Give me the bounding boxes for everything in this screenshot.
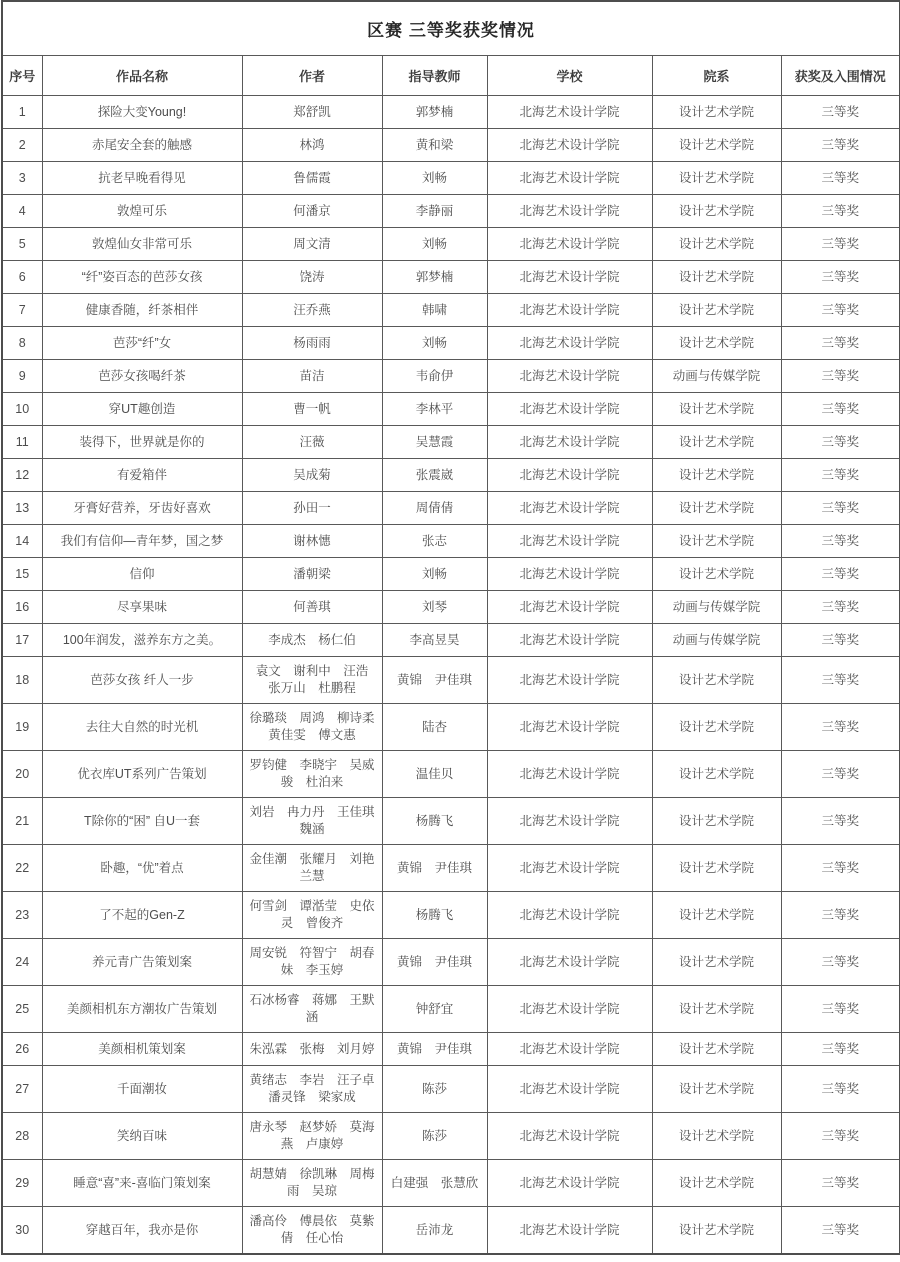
cell-work-title: 探险大变Young! <box>42 96 242 129</box>
column-header: 作品名称 <box>42 56 242 96</box>
table-row <box>2 591 900 624</box>
cell-department: 设计艺术学院 <box>652 294 781 327</box>
cell-serial: 4 <box>2 195 42 228</box>
cell-work-title: 穿越百年，我亦是你 <box>42 1207 242 1255</box>
cell-award: 三等奖 <box>781 892 900 939</box>
cell-teachers: 李静丽 <box>382 195 487 228</box>
cell-teachers: 韦俞伊 <box>382 360 487 393</box>
cell-serial: 22 <box>2 845 42 892</box>
cell-authors: 饶涛 <box>242 261 382 294</box>
cell-school: 北海艺术设计学院 <box>487 162 652 195</box>
cell-award: 三等奖 <box>781 704 900 751</box>
column-header: 序号 <box>2 56 42 96</box>
cell-work-title: 卧趣，“优”着点 <box>42 845 242 892</box>
cell-department: 设计艺术学院 <box>652 1160 781 1207</box>
cell-serial: 23 <box>2 892 42 939</box>
column-header: 院系 <box>652 56 781 96</box>
table-row <box>2 704 900 751</box>
cell-school: 北海艺术设计学院 <box>487 96 652 129</box>
table-row <box>2 845 900 892</box>
cell-work-title: 笑纳百味 <box>42 1113 242 1160</box>
cell-school: 北海艺术设计学院 <box>487 294 652 327</box>
cell-department: 设计艺术学院 <box>652 704 781 751</box>
cell-school: 北海艺术设计学院 <box>487 261 652 294</box>
cell-school: 北海艺术设计学院 <box>487 558 652 591</box>
cell-authors: 何潘京 <box>242 195 382 228</box>
cell-authors: 罗钧健 李晓宇 吴威骏 杜泊来 <box>242 751 382 798</box>
cell-serial: 2 <box>2 129 42 162</box>
cell-teachers: 黄和梁 <box>382 129 487 162</box>
cell-work-title: 有爱箱伴 <box>42 459 242 492</box>
cell-teachers: 李高昱昊 <box>382 624 487 657</box>
cell-department: 设计艺术学院 <box>652 426 781 459</box>
cell-authors: 孙田一 <box>242 492 382 525</box>
cell-department: 设计艺术学院 <box>652 939 781 986</box>
cell-authors: 朱泓霖 张梅 刘月婷 <box>242 1033 382 1066</box>
cell-department: 设计艺术学院 <box>652 892 781 939</box>
cell-teachers: 李林平 <box>382 393 487 426</box>
table-row <box>2 657 900 704</box>
cell-school: 北海艺术设计学院 <box>487 657 652 704</box>
cell-school: 北海艺术设计学院 <box>487 195 652 228</box>
cell-authors: 胡慧婧 徐凯琳 周梅雨 吴琼 <box>242 1160 382 1207</box>
cell-award: 三等奖 <box>781 393 900 426</box>
cell-authors: 周安锐 符智宁 胡春妹 李玉婷 <box>242 939 382 986</box>
cell-authors: 汪乔燕 <box>242 294 382 327</box>
cell-work-title: 优衣库UT系列广告策划 <box>42 751 242 798</box>
cell-work-title: 睡意“喜”来-喜临门策划案 <box>42 1160 242 1207</box>
column-header: 学校 <box>487 56 652 96</box>
cell-department: 设计艺术学院 <box>652 798 781 845</box>
cell-award: 三等奖 <box>781 195 900 228</box>
cell-serial: 15 <box>2 558 42 591</box>
cell-award: 三等奖 <box>781 558 900 591</box>
cell-school: 北海艺术设计学院 <box>487 525 652 558</box>
table-row <box>2 1207 900 1255</box>
cell-serial: 8 <box>2 327 42 360</box>
cell-work-title: 100年润发，滋养东方之美。 <box>42 624 242 657</box>
cell-department: 设计艺术学院 <box>652 459 781 492</box>
cell-authors: 林鸿 <box>242 129 382 162</box>
cell-work-title: 芭莎“纤”女 <box>42 327 242 360</box>
cell-authors: 金佳潮 张耀月 刘艳 兰慧 <box>242 845 382 892</box>
cell-serial: 25 <box>2 986 42 1033</box>
cell-serial: 20 <box>2 751 42 798</box>
cell-department: 设计艺术学院 <box>652 1113 781 1160</box>
cell-teachers: 白建强 张慧欣 <box>382 1160 487 1207</box>
cell-award: 三等奖 <box>781 1113 900 1160</box>
cell-department: 设计艺术学院 <box>652 393 781 426</box>
cell-serial: 26 <box>2 1033 42 1066</box>
cell-serial: 10 <box>2 393 42 426</box>
cell-teachers: 张志 <box>382 525 487 558</box>
cell-school: 北海艺术设计学院 <box>487 327 652 360</box>
cell-work-title: T除你的“困” 自U一套 <box>42 798 242 845</box>
cell-teachers: 温佳贝 <box>382 751 487 798</box>
table-row <box>2 195 900 228</box>
awards-table <box>1 0 900 1255</box>
cell-award: 三等奖 <box>781 525 900 558</box>
table-row <box>2 525 900 558</box>
cell-award: 三等奖 <box>781 1033 900 1066</box>
cell-authors: 石冰杨睿 蒋娜 王默涵 <box>242 986 382 1033</box>
cell-work-title: 芭莎女孩喝纤茶 <box>42 360 242 393</box>
cell-teachers: 陈莎 <box>382 1113 487 1160</box>
cell-department: 设计艺术学院 <box>652 162 781 195</box>
cell-authors: 唐永琴 赵梦娇 莫海燕 卢康婷 <box>242 1113 382 1160</box>
cell-award: 三等奖 <box>781 657 900 704</box>
cell-work-title: 敦煌可乐 <box>42 195 242 228</box>
cell-department: 设计艺术学院 <box>652 195 781 228</box>
cell-department: 设计艺术学院 <box>652 261 781 294</box>
cell-department: 设计艺术学院 <box>652 492 781 525</box>
cell-department: 设计艺术学院 <box>652 751 781 798</box>
cell-school: 北海艺术设计学院 <box>487 492 652 525</box>
cell-work-title: 赤尾安全套的触感 <box>42 129 242 162</box>
table-row <box>2 492 900 525</box>
cell-authors: 杨雨雨 <box>242 327 382 360</box>
cell-department: 动画与传媒学院 <box>652 624 781 657</box>
cell-work-title: 我们有信仰—青年梦，国之梦 <box>42 525 242 558</box>
cell-award: 三等奖 <box>781 459 900 492</box>
cell-award: 三等奖 <box>781 798 900 845</box>
cell-serial: 21 <box>2 798 42 845</box>
table-row <box>2 624 900 657</box>
cell-authors: 郑舒凯 <box>242 96 382 129</box>
cell-award: 三等奖 <box>781 591 900 624</box>
cell-authors: 谢林憓 <box>242 525 382 558</box>
cell-authors: 潘高伶 傅晨依 莫紫倩 任心怡 <box>242 1207 382 1255</box>
cell-work-title: 信仰 <box>42 558 242 591</box>
cell-work-title: 穿UT趣创造 <box>42 393 242 426</box>
cell-work-title: 芭莎女孩 纤人一步 <box>42 657 242 704</box>
cell-serial: 9 <box>2 360 42 393</box>
table-row <box>2 360 900 393</box>
cell-award: 三等奖 <box>781 426 900 459</box>
cell-award: 三等奖 <box>781 228 900 261</box>
table-row <box>2 327 900 360</box>
cell-serial: 12 <box>2 459 42 492</box>
cell-teachers: 陆杏 <box>382 704 487 751</box>
cell-work-title: 牙膏好营养，牙齿好喜欢 <box>42 492 242 525</box>
cell-teachers: 刘畅 <box>382 327 487 360</box>
header-row <box>2 56 900 96</box>
cell-teachers: 陈莎 <box>382 1066 487 1113</box>
cell-authors: 曹一帆 <box>242 393 382 426</box>
cell-authors: 黄绪志 李岩 汪子卓 潘灵锋 梁家成 <box>242 1066 382 1113</box>
table-row <box>2 426 900 459</box>
table-row <box>2 1033 900 1066</box>
cell-department: 设计艺术学院 <box>652 327 781 360</box>
table-row <box>2 228 900 261</box>
cell-teachers: 韩啸 <box>382 294 487 327</box>
cell-school: 北海艺术设计学院 <box>487 459 652 492</box>
cell-school: 北海艺术设计学院 <box>487 360 652 393</box>
cell-department: 设计艺术学院 <box>652 1033 781 1066</box>
cell-award: 三等奖 <box>781 360 900 393</box>
cell-authors: 潘朝梁 <box>242 558 382 591</box>
cell-work-title: 健康香随，纤茶相伴 <box>42 294 242 327</box>
table-row <box>2 294 900 327</box>
cell-award: 三等奖 <box>781 261 900 294</box>
cell-serial: 30 <box>2 1207 42 1255</box>
cell-serial: 11 <box>2 426 42 459</box>
cell-school: 北海艺术设计学院 <box>487 1207 652 1255</box>
cell-school: 北海艺术设计学院 <box>487 798 652 845</box>
cell-work-title: “纤”姿百态的芭莎女孩 <box>42 261 242 294</box>
column-header: 获奖及入围情况 <box>781 56 900 96</box>
cell-serial: 28 <box>2 1113 42 1160</box>
cell-teachers: 刘畅 <box>382 162 487 195</box>
cell-work-title: 养元青广告策划案 <box>42 939 242 986</box>
cell-teachers: 黄锦 尹佳琪 <box>382 657 487 704</box>
cell-school: 北海艺术设计学院 <box>487 591 652 624</box>
cell-teachers: 黄锦 尹佳琪 <box>382 845 487 892</box>
page-title: 区赛 三等奖获奖情况 <box>2 1 900 56</box>
cell-school: 北海艺术设计学院 <box>487 393 652 426</box>
cell-school: 北海艺术设计学院 <box>487 704 652 751</box>
cell-work-title: 美颜相机东方潮妆广告策划 <box>42 986 242 1033</box>
cell-department: 动画与传媒学院 <box>652 591 781 624</box>
cell-teachers: 岳沛龙 <box>382 1207 487 1255</box>
cell-work-title: 千面潮妆 <box>42 1066 242 1113</box>
table-row <box>2 459 900 492</box>
cell-school: 北海艺术设计学院 <box>487 1113 652 1160</box>
cell-work-title: 美颜相机策划案 <box>42 1033 242 1066</box>
cell-department: 动画与传媒学院 <box>652 360 781 393</box>
column-header: 作者 <box>242 56 382 96</box>
table-row <box>2 393 900 426</box>
cell-teachers: 黄锦 尹佳琪 <box>382 939 487 986</box>
cell-work-title: 了不起的Gen-Z <box>42 892 242 939</box>
cell-award: 三等奖 <box>781 162 900 195</box>
cell-school: 北海艺术设计学院 <box>487 426 652 459</box>
cell-teachers: 郭梦楠 <box>382 261 487 294</box>
cell-award: 三等奖 <box>781 939 900 986</box>
cell-work-title: 装得下，世界就是你的 <box>42 426 242 459</box>
cell-serial: 14 <box>2 525 42 558</box>
cell-department: 设计艺术学院 <box>652 129 781 162</box>
cell-school: 北海艺术设计学院 <box>487 129 652 162</box>
cell-school: 北海艺术设计学院 <box>487 228 652 261</box>
cell-work-title: 抗老早晚看得见 <box>42 162 242 195</box>
cell-work-title: 敦煌仙女非常可乐 <box>42 228 242 261</box>
cell-authors: 徐璐琰 周鸿 柳诗柔 黄佳雯 傅文惠 <box>242 704 382 751</box>
table-row <box>2 1066 900 1113</box>
cell-serial: 27 <box>2 1066 42 1113</box>
cell-serial: 18 <box>2 657 42 704</box>
cell-award: 三等奖 <box>781 751 900 798</box>
cell-serial: 7 <box>2 294 42 327</box>
table-row <box>2 986 900 1033</box>
cell-authors: 何雪剑 谭湉莹 史依灵 曾俊齐 <box>242 892 382 939</box>
cell-department: 设计艺术学院 <box>652 1207 781 1255</box>
cell-teachers: 刘琴 <box>382 591 487 624</box>
table-row <box>2 558 900 591</box>
table-row <box>2 751 900 798</box>
cell-teachers: 张震崴 <box>382 459 487 492</box>
cell-serial: 17 <box>2 624 42 657</box>
cell-teachers: 杨腾飞 <box>382 798 487 845</box>
cell-school: 北海艺术设计学院 <box>487 845 652 892</box>
cell-serial: 24 <box>2 939 42 986</box>
cell-school: 北海艺术设计学院 <box>487 751 652 798</box>
table-row <box>2 162 900 195</box>
cell-department: 设计艺术学院 <box>652 558 781 591</box>
table-row <box>2 261 900 294</box>
cell-school: 北海艺术设计学院 <box>487 1160 652 1207</box>
cell-department: 设计艺术学院 <box>652 657 781 704</box>
cell-serial: 3 <box>2 162 42 195</box>
cell-authors: 李成杰 杨仁伯 <box>242 624 382 657</box>
table-row <box>2 892 900 939</box>
cell-award: 三等奖 <box>781 1207 900 1255</box>
table-row <box>2 96 900 129</box>
cell-teachers: 周倩倩 <box>382 492 487 525</box>
cell-school: 北海艺术设计学院 <box>487 986 652 1033</box>
cell-work-title: 去往大自然的时光机 <box>42 704 242 751</box>
cell-authors: 何善琪 <box>242 591 382 624</box>
cell-school: 北海艺术设计学院 <box>487 1033 652 1066</box>
cell-authors: 袁文 谢利中 汪浩 张万山 杜鹏程 <box>242 657 382 704</box>
cell-award: 三等奖 <box>781 129 900 162</box>
cell-serial: 13 <box>2 492 42 525</box>
cell-serial: 5 <box>2 228 42 261</box>
cell-serial: 29 <box>2 1160 42 1207</box>
cell-school: 北海艺术设计学院 <box>487 624 652 657</box>
cell-department: 设计艺术学院 <box>652 986 781 1033</box>
table-row <box>2 1113 900 1160</box>
cell-authors: 汪薇 <box>242 426 382 459</box>
cell-award: 三等奖 <box>781 845 900 892</box>
cell-award: 三等奖 <box>781 96 900 129</box>
cell-authors: 周文清 <box>242 228 382 261</box>
cell-authors: 苗洁 <box>242 360 382 393</box>
cell-award: 三等奖 <box>781 986 900 1033</box>
table-row <box>2 939 900 986</box>
cell-department: 设计艺术学院 <box>652 525 781 558</box>
cell-department: 设计艺术学院 <box>652 96 781 129</box>
table-body <box>2 96 900 1255</box>
title-row <box>2 1 900 56</box>
cell-teachers: 刘畅 <box>382 558 487 591</box>
cell-serial: 19 <box>2 704 42 751</box>
cell-award: 三等奖 <box>781 1066 900 1113</box>
cell-teachers: 杨腾飞 <box>382 892 487 939</box>
cell-serial: 6 <box>2 261 42 294</box>
table-row <box>2 798 900 845</box>
cell-award: 三等奖 <box>781 294 900 327</box>
table-row <box>2 129 900 162</box>
cell-authors: 刘岩 冉力丹 王佳琪 魏涵 <box>242 798 382 845</box>
cell-school: 北海艺术设计学院 <box>487 939 652 986</box>
cell-serial: 16 <box>2 591 42 624</box>
cell-award: 三等奖 <box>781 492 900 525</box>
cell-school: 北海艺术设计学院 <box>487 1066 652 1113</box>
cell-department: 设计艺术学院 <box>652 228 781 261</box>
cell-department: 设计艺术学院 <box>652 1066 781 1113</box>
table-row <box>2 1160 900 1207</box>
cell-authors: 鲁儒霞 <box>242 162 382 195</box>
cell-teachers: 郭梦楠 <box>382 96 487 129</box>
cell-serial: 1 <box>2 96 42 129</box>
cell-teachers: 刘畅 <box>382 228 487 261</box>
cell-teachers: 吴慧霞 <box>382 426 487 459</box>
cell-department: 设计艺术学院 <box>652 845 781 892</box>
cell-award: 三等奖 <box>781 624 900 657</box>
cell-teachers: 钟舒宜 <box>382 986 487 1033</box>
cell-authors: 吴成菊 <box>242 459 382 492</box>
cell-teachers: 黄锦 尹佳琪 <box>382 1033 487 1066</box>
cell-award: 三等奖 <box>781 327 900 360</box>
cell-award: 三等奖 <box>781 1160 900 1207</box>
cell-school: 北海艺术设计学院 <box>487 892 652 939</box>
column-header: 指导教师 <box>382 56 487 96</box>
cell-work-title: 尽享果味 <box>42 591 242 624</box>
